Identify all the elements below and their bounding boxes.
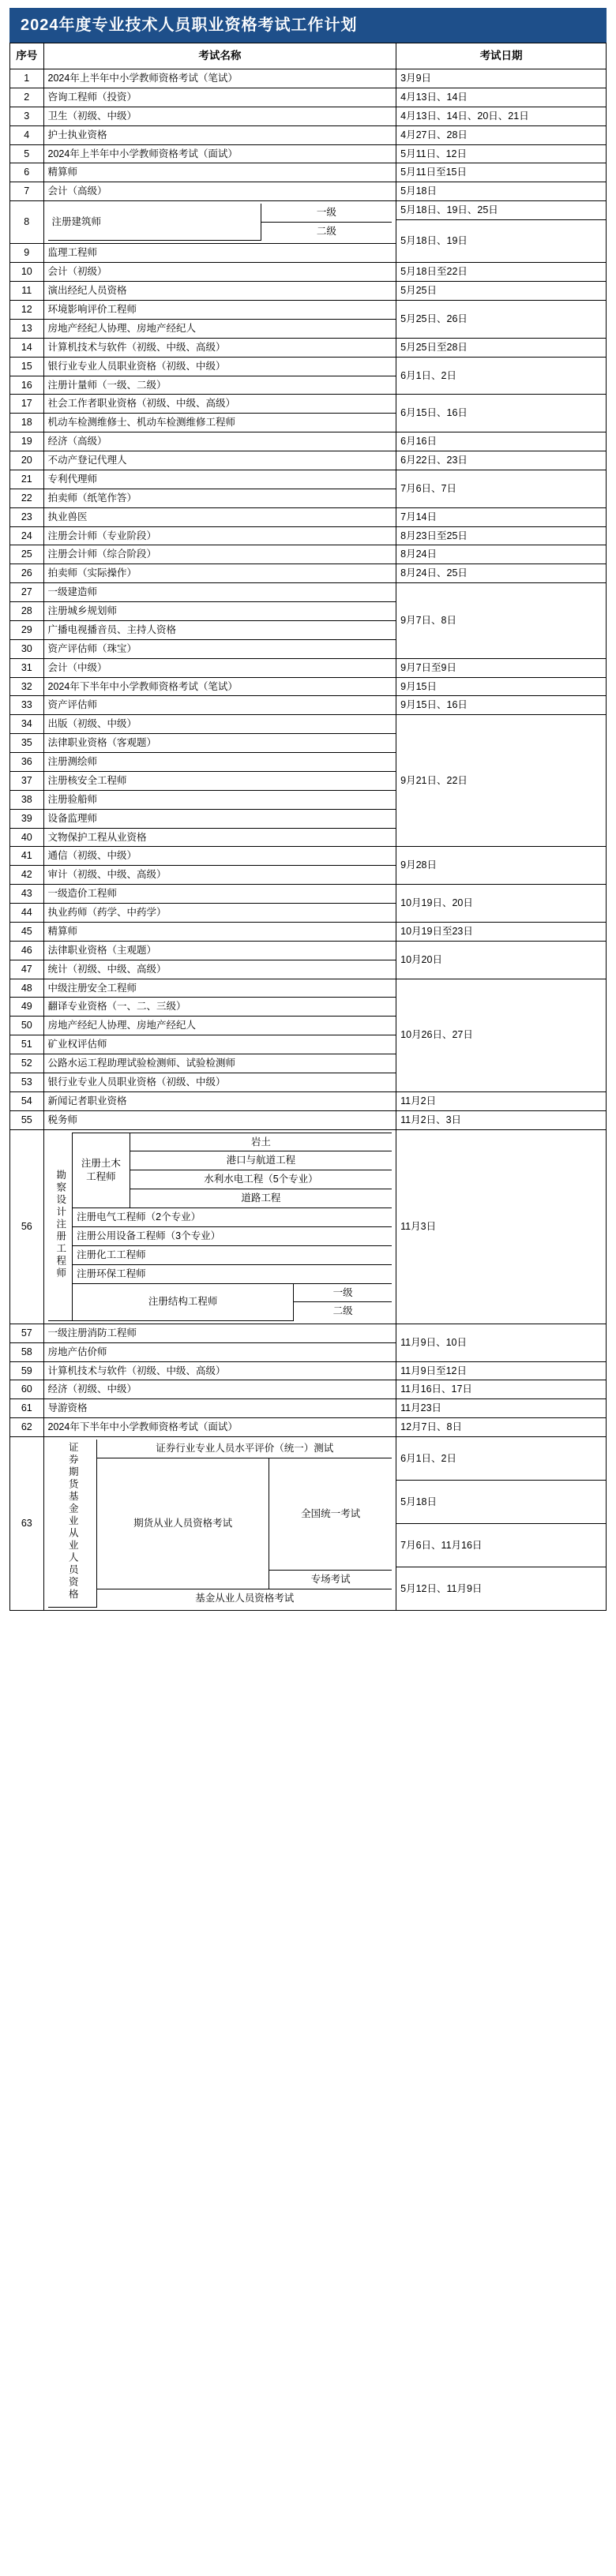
sub-row [48, 1264, 393, 1283]
futures-exam-label: 期货从业人员资格考试 [97, 1458, 269, 1589]
row-name: 计算机技术与软件（初级、中级、高级） [43, 338, 396, 357]
sub-row [48, 204, 393, 222]
table-row [10, 583, 607, 602]
table-row [10, 163, 607, 182]
table-body [10, 69, 607, 1611]
table-row [10, 941, 607, 960]
row-name: 房地产估价师 [43, 1342, 396, 1361]
sub-row [48, 1458, 393, 1570]
table-row [10, 1399, 607, 1418]
table-row [10, 677, 607, 696]
row-name: 法律职业资格（主观题） [43, 941, 396, 960]
row-date: 3月9日 [396, 69, 607, 88]
row-no: 61 [10, 1399, 44, 1418]
row-no: 63 [10, 1437, 44, 1611]
table-row-63 [10, 1437, 607, 1481]
row-no: 60 [10, 1380, 44, 1399]
table-row [10, 1091, 607, 1110]
row-no: 15 [10, 357, 44, 376]
row-no: 48 [10, 979, 44, 998]
row-date: 5月25日 [396, 282, 607, 301]
civil-sub-item: 道路工程 [130, 1189, 392, 1208]
row-name: 银行业专业人员职业资格（初级、中级） [43, 1073, 396, 1091]
table-row [10, 1361, 607, 1380]
header-date: 考试日期 [396, 43, 607, 69]
table-row [10, 847, 607, 866]
table-row [10, 201, 607, 220]
row-no: 45 [10, 922, 44, 941]
table-row [10, 715, 607, 734]
row-date: 8月24日 [396, 545, 607, 564]
row-date: 7月6日、7日 [396, 470, 607, 507]
sub-row [48, 1245, 393, 1264]
sub-row [48, 1589, 393, 1608]
civil-engineer-label: 注册土木工程师 [73, 1133, 130, 1208]
table-row [10, 125, 607, 144]
row-no: 40 [10, 828, 44, 847]
row-date: 11月9日至12日 [396, 1361, 607, 1380]
row-name: 注册验船师 [43, 790, 396, 809]
row-date: 11月2日 [396, 1091, 607, 1110]
row-name: 导游资格 [43, 1399, 396, 1418]
row-name: 新闻记者职业资格 [43, 1091, 396, 1110]
row-date: 5月11日至15日 [396, 163, 607, 182]
row-no: 27 [10, 583, 44, 602]
row-date: 9月15日 [396, 677, 607, 696]
row-date: 6月16日 [396, 432, 607, 451]
row-name: 银行业专业人员职业资格（初级、中级） [43, 357, 396, 376]
row-no: 31 [10, 658, 44, 677]
row-name: 专利代理师 [43, 470, 396, 489]
structural-engineer-label: 注册结构工程师 [73, 1283, 294, 1320]
row-no: 39 [10, 809, 44, 828]
row-date: 7月14日 [396, 507, 607, 526]
row-name: 房地产经纪人协理、房地产经纪人 [43, 319, 396, 338]
row-no: 28 [10, 602, 44, 621]
row-name: 计算机技术与软件（初级、中级、高级） [43, 1361, 396, 1380]
table-row [10, 144, 607, 163]
row-no: 34 [10, 715, 44, 734]
row-no: 17 [10, 395, 44, 414]
row-name: 执业药师（药学、中药学） [43, 904, 396, 923]
table-row [10, 1110, 607, 1129]
row-name: 注册测绘师 [43, 753, 396, 772]
sub-row [48, 1283, 393, 1302]
row-no: 20 [10, 451, 44, 470]
row-no: 32 [10, 677, 44, 696]
row-name-group [43, 1437, 396, 1611]
table-row [10, 564, 607, 583]
row-date: 5月11日、12日 [396, 144, 607, 163]
row-name: 监理工程师 [43, 244, 396, 263]
row-no: 54 [10, 1091, 44, 1110]
row-no: 51 [10, 1035, 44, 1054]
row-no: 1 [10, 69, 44, 88]
table-row [10, 451, 607, 470]
sub-row [48, 1208, 393, 1227]
row-no: 24 [10, 526, 44, 545]
header-no: 序号 [10, 43, 44, 69]
row-date: 10月19日至23日 [396, 922, 607, 941]
row-date: 4月13日、14日、20日、21日 [396, 107, 607, 125]
structural-level: 一级 [294, 1283, 392, 1302]
table-row [10, 107, 607, 125]
row-name: 环境影响评价工程师 [43, 301, 396, 320]
row-name: 护士执业资格 [43, 125, 396, 144]
row-name: 精算师 [43, 922, 396, 941]
row-name: 注册核安全工程师 [43, 771, 396, 790]
row-name: 注册城乡规划师 [43, 602, 396, 621]
sub-level-label: 二级 [261, 223, 392, 241]
row-name: 翻译专业资格（一、二、三级） [43, 998, 396, 1017]
row-name: 机动车检测维修士、机动车检测维修工程师 [43, 414, 396, 432]
table-row [10, 696, 607, 715]
engineer-single-item: 注册公用设备工程师（3个专业） [73, 1226, 393, 1245]
row-name: 2024年下半年中小学教师资格考试（笔试） [43, 677, 396, 696]
row-name: 经济（高级） [43, 432, 396, 451]
row-no: 23 [10, 507, 44, 526]
header-name: 考试名称 [43, 43, 396, 69]
row-date: 9月28日 [396, 847, 607, 885]
table-row [10, 1324, 607, 1342]
row-date: 6月1日、2日 [396, 357, 607, 395]
row-date: 9月7日至9日 [396, 658, 607, 677]
sub-row [48, 1440, 393, 1458]
row-name: 不动产登记代理人 [43, 451, 396, 470]
row-no: 13 [10, 319, 44, 338]
row-name: 会计（中级） [43, 658, 396, 677]
row-date: 4月27日、28日 [396, 125, 607, 144]
civil-sub-item: 港口与航道工程 [130, 1151, 392, 1170]
table-row [10, 69, 607, 88]
row-no: 29 [10, 620, 44, 639]
row-date: 5月12日、11月9日 [396, 1567, 607, 1611]
row-no: 58 [10, 1342, 44, 1361]
row-date: 9月15日、16日 [396, 696, 607, 715]
table-row [10, 395, 607, 414]
row-no: 26 [10, 564, 44, 583]
table-row [10, 470, 607, 489]
row-name: 注册会计师（综合阶段） [43, 545, 396, 564]
row-no: 37 [10, 771, 44, 790]
structural-level: 二级 [294, 1302, 392, 1320]
row-no: 22 [10, 489, 44, 507]
row-name: 注册计量师（一级、二级） [43, 376, 396, 395]
row-date: 11月23日 [396, 1399, 607, 1418]
table-row [10, 1380, 607, 1399]
row-name: 出版（初级、中级） [43, 715, 396, 734]
row-name: 一级注册消防工程师 [43, 1324, 396, 1342]
row-name: 统计（初级、中级、高级） [43, 960, 396, 979]
row-no: 36 [10, 753, 44, 772]
row-name: 法律职业资格（客观题） [43, 734, 396, 753]
futures-exam-type: 全国统一考试 [269, 1458, 393, 1570]
row-name: 注册会计师（专业阶段） [43, 526, 396, 545]
engineer-single-item: 注册电气工程师（2个专业） [73, 1208, 393, 1227]
futures-exam-type: 专场考试 [269, 1571, 393, 1589]
table-row [10, 357, 607, 376]
sub-table-architect [48, 204, 393, 241]
row-no: 16 [10, 376, 44, 395]
row-name: 资产评估师（珠宝） [43, 639, 396, 658]
row-date: 5月18日、19日 [396, 220, 607, 263]
row-name: 一级造价工程师 [43, 885, 396, 904]
row-date: 11月16日、17日 [396, 1380, 607, 1399]
table-row [10, 507, 607, 526]
securities-exam-item: 证券行业专业人员水平评价（统一）测试 [97, 1440, 392, 1458]
fund-exam-item: 基金从业人员资格考试 [97, 1589, 392, 1608]
sub-table-securities [48, 1440, 393, 1608]
row-name: 设备监理师 [43, 809, 396, 828]
table-header [10, 43, 607, 69]
row-name: 广播电视播音员、主持人资格 [43, 620, 396, 639]
row-no: 19 [10, 432, 44, 451]
row-date: 5月18日、19日、25日 [396, 201, 607, 220]
table-row [10, 282, 607, 301]
row-name-group [43, 201, 396, 244]
row-no: 12 [10, 301, 44, 320]
row-no: 41 [10, 847, 44, 866]
sub-row [48, 1226, 393, 1245]
row-name: 房地产经纪人协理、房地产经纪人 [43, 1017, 396, 1035]
row-name: 会计（初级） [43, 263, 396, 282]
row-name: 税务师 [43, 1110, 396, 1129]
table-row [10, 545, 607, 564]
row-no: 56 [10, 1129, 44, 1324]
vertical-category-label: 勘察设计注册工程师 [48, 1133, 73, 1320]
table-row [10, 979, 607, 998]
row-name: 中级注册安全工程师 [43, 979, 396, 998]
table-row [10, 922, 607, 941]
row-name: 2024年上半年中小学教师资格考试（笔试） [43, 69, 396, 88]
row-date: 5月18日 [396, 1481, 607, 1524]
row-name: 精算师 [43, 163, 396, 182]
row-date: 9月21日、22日 [396, 715, 607, 847]
row-name: 公路水运工程助理试验检测师、试验检测师 [43, 1054, 396, 1073]
row-name: 社会工作者职业资格（初级、中级、高级） [43, 395, 396, 414]
row-name: 资产评估师 [43, 696, 396, 715]
row-no: 55 [10, 1110, 44, 1129]
row-name: 2024年上半年中小学教师资格考试（面试） [43, 144, 396, 163]
sub-main-label: 注册建筑师 [48, 204, 261, 241]
row-no: 7 [10, 182, 44, 201]
row-no: 43 [10, 885, 44, 904]
row-no: 6 [10, 163, 44, 182]
row-no: 44 [10, 904, 44, 923]
row-name: 通信（初级、中级） [43, 847, 396, 866]
civil-sub-item: 岩土 [130, 1133, 392, 1151]
row-no: 62 [10, 1418, 44, 1437]
table-row [10, 88, 607, 107]
table-row [10, 182, 607, 201]
row-no: 2 [10, 88, 44, 107]
row-date: 5月18日 [396, 182, 607, 201]
row-date: 4月13日、14日 [396, 88, 607, 107]
row-no: 38 [10, 790, 44, 809]
row-date: 5月25日至28日 [396, 338, 607, 357]
row-no: 4 [10, 125, 44, 144]
row-name: 审计（初级、中级、高级） [43, 866, 396, 885]
row-date: 5月25日、26日 [396, 301, 607, 339]
table-row [10, 658, 607, 677]
row-date: 6月15日、16日 [396, 395, 607, 432]
row-no: 18 [10, 414, 44, 432]
row-no: 46 [10, 941, 44, 960]
row-no: 53 [10, 1073, 44, 1091]
row-no: 52 [10, 1054, 44, 1073]
table-header-row [10, 43, 607, 69]
row-date: 11月9日、10日 [396, 1324, 607, 1361]
exam-plan-table [9, 43, 607, 1611]
table-row [10, 301, 607, 320]
table-row [10, 885, 607, 904]
row-no: 59 [10, 1361, 44, 1380]
row-no: 30 [10, 639, 44, 658]
row-date: 10月26日、27日 [396, 979, 607, 1091]
row-name: 卫生（初级、中级） [43, 107, 396, 125]
row-name: 咨询工程师（投资） [43, 88, 396, 107]
row-no: 33 [10, 696, 44, 715]
row-no: 42 [10, 866, 44, 885]
vertical-category-label: 证券期货基金业从业人员资格 [48, 1440, 97, 1608]
row-no: 25 [10, 545, 44, 564]
row-name: 拍卖师（实际操作） [43, 564, 396, 583]
row-name: 拍卖师（纸笔作答） [43, 489, 396, 507]
row-name: 2024年下半年中小学教师资格考试（面试） [43, 1418, 396, 1437]
row-date: 12月7日、8日 [396, 1418, 607, 1437]
row-name: 演出经纪人员资格 [43, 282, 396, 301]
sub-row [48, 1133, 393, 1151]
row-date: 11月3日 [396, 1129, 607, 1324]
row-name: 文物保护工程从业资格 [43, 828, 396, 847]
row-date: 8月24日、25日 [396, 564, 607, 583]
row-date: 5月18日至22日 [396, 263, 607, 282]
row-no: 9 [10, 244, 44, 263]
table-row [10, 338, 607, 357]
row-date: 6月1日、2日 [396, 1437, 607, 1481]
row-no: 50 [10, 1017, 44, 1035]
page-title: 2024年度专业技术人员职业资格考试工作计划 [9, 8, 607, 43]
table-row [10, 263, 607, 282]
row-no: 57 [10, 1324, 44, 1342]
row-name: 会计（高级） [43, 182, 396, 201]
row-no: 35 [10, 734, 44, 753]
row-no: 14 [10, 338, 44, 357]
row-no: 21 [10, 470, 44, 489]
row-date: 10月20日 [396, 941, 607, 979]
row-date: 10月19日、20日 [396, 885, 607, 923]
row-no: 8 [10, 201, 44, 244]
row-date: 7月6日、11月16日 [396, 1524, 607, 1567]
table-row [10, 526, 607, 545]
engineer-single-item: 注册环保工程师 [73, 1264, 393, 1283]
row-name: 执业兽医 [43, 507, 396, 526]
row-no: 11 [10, 282, 44, 301]
table-row [10, 432, 607, 451]
engineer-single-item: 注册化工工程师 [73, 1245, 393, 1264]
row-no: 10 [10, 263, 44, 282]
row-name: 矿业权评估师 [43, 1035, 396, 1054]
row-no: 47 [10, 960, 44, 979]
row-name: 经济（初级、中级） [43, 1380, 396, 1399]
row-no: 3 [10, 107, 44, 125]
row-date: 11月2日、3日 [396, 1110, 607, 1129]
row-no: 49 [10, 998, 44, 1017]
civil-sub-item: 水利水电工程（5个专业） [130, 1170, 392, 1189]
table-row [10, 1418, 607, 1437]
row-date: 8月23日至25日 [396, 526, 607, 545]
row-date: 6月22日、23日 [396, 451, 607, 470]
row-date: 9月7日、8日 [396, 583, 607, 659]
sub-level-label: 一级 [261, 204, 392, 222]
row-name-group [43, 1129, 396, 1324]
sub-table-engineers [48, 1133, 393, 1321]
row-name: 一级建造师 [43, 583, 396, 602]
row-no: 5 [10, 144, 44, 163]
